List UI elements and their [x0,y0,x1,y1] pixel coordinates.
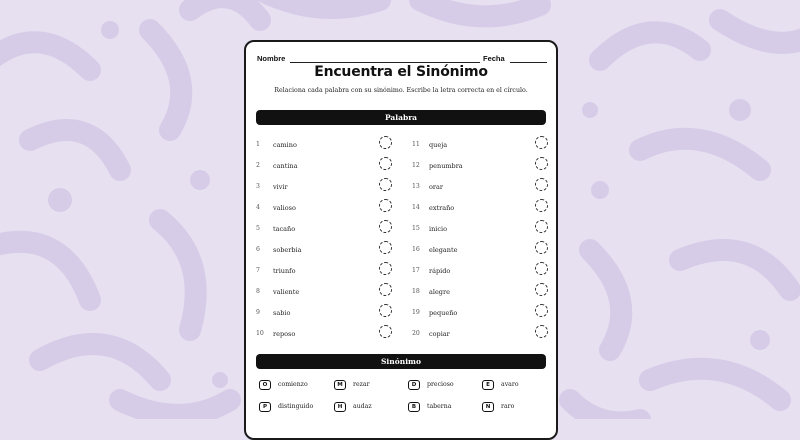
name-label: Nombre [257,54,286,63]
word-number: 14 [412,204,420,211]
answer-circle[interactable] [535,157,548,170]
word-text: reposo [273,330,296,338]
word-number: 2 [256,162,260,169]
synonym-letter-badge: B [408,402,420,412]
word-row [256,325,392,346]
synonym-letter-badge: E [482,380,494,390]
words-column-left [256,136,392,346]
word-number: 7 [256,267,260,274]
word-number: 3 [256,183,260,190]
word-row [256,262,392,283]
word-number: 1 [256,141,260,148]
word-number: 19 [412,309,420,316]
answer-circle[interactable] [379,241,392,254]
word-text: penumbra [429,162,463,170]
words-column-right [412,136,548,346]
answer-circle[interactable] [535,241,548,254]
word-row [412,325,548,346]
word-row [256,136,392,157]
synonym-word: distinguido [278,403,314,410]
word-row [412,262,548,283]
word-row [412,136,548,157]
word-number: 5 [256,225,260,232]
word-text: pequeño [429,309,458,317]
word-row [412,283,548,304]
word-text: tacaño [273,225,296,233]
word-text: orar [429,183,444,191]
worksheet [244,40,558,440]
word-text: rápido [429,267,451,275]
answer-circle[interactable] [535,325,548,338]
synonym-letter-badge: D [408,380,420,390]
answer-circle[interactable] [379,199,392,212]
synonym-word: comienzo [278,381,308,388]
word-row [256,241,392,262]
answer-circle[interactable] [379,178,392,191]
word-number: 8 [256,288,260,295]
word-row [412,178,548,199]
word-number: 10 [256,330,264,337]
word-text: soberbia [273,246,302,254]
word-text: inicio [429,225,447,233]
date-label: Fecha [483,54,505,63]
synonym-word: precioso [427,381,454,388]
answer-circle[interactable] [379,262,392,275]
date-line [510,62,547,63]
word-text: elegante [429,246,458,254]
answer-circle[interactable] [535,199,548,212]
page-title: Encuentra el Sinónimo [314,64,488,80]
word-text: sabio [273,309,291,317]
synonym-letter-badge: H [334,402,346,412]
word-text: copiar [429,330,450,338]
word-row [256,304,392,325]
words-header-bar: Palabra [256,110,546,125]
word-number: 11 [412,141,420,148]
word-number: 9 [256,309,260,316]
word-text: valiente [273,288,300,296]
word-row [256,178,392,199]
word-text: vivir [273,183,288,191]
word-number: 20 [412,330,420,337]
answer-circle[interactable] [379,304,392,317]
answer-circle[interactable] [379,220,392,233]
answer-circle[interactable] [379,157,392,170]
word-number: 12 [412,162,420,169]
instructions: Relaciona cada palabra con su sinónimo. Escribe la letra correcta en el círculo. [274,87,528,94]
synonym-letter-badge: O [259,380,271,390]
synonym-word: taberna [427,403,452,410]
word-number: 17 [412,267,420,274]
synonym-letter-badge: M [334,380,346,390]
synonyms-grid [259,380,549,424]
name-line [290,62,480,63]
synonyms-header-bar: Sinónimo [256,354,546,369]
answer-circle[interactable] [535,220,548,233]
synonym-word: audaz [353,403,372,410]
word-row [412,199,548,220]
answer-circle[interactable] [535,283,548,296]
word-text: queja [429,141,448,149]
synonym-row [259,380,549,402]
word-row [256,157,392,178]
synonym-row [259,402,549,424]
answer-circle[interactable] [379,325,392,338]
synonym-letter-badge: N [482,402,494,412]
synonym-word: raro [501,403,515,410]
answer-circle[interactable] [535,262,548,275]
word-row [412,304,548,325]
word-text: alegre [429,288,450,296]
word-number: 6 [256,246,260,253]
word-text: valioso [273,204,296,212]
synonym-letter-badge: P [259,402,271,412]
word-number: 15 [412,225,420,232]
word-row [412,220,548,241]
answer-circle[interactable] [379,136,392,149]
word-row [412,157,548,178]
synonym-word: rezar [353,381,370,388]
answer-circle[interactable] [535,136,548,149]
word-number: 16 [412,246,420,253]
word-number: 13 [412,183,420,190]
word-number: 4 [256,204,260,211]
answer-circle[interactable] [535,304,548,317]
word-number: 18 [412,288,420,295]
word-text: extraño [429,204,455,212]
word-row [412,241,548,262]
synonym-word: avaro [501,381,519,388]
word-text: cantina [273,162,298,170]
word-row [256,220,392,241]
word-row [256,199,392,220]
answer-circle[interactable] [535,178,548,191]
word-text: camino [273,141,297,149]
answer-circle[interactable] [379,283,392,296]
word-text: triunfo [273,267,296,275]
word-row [256,283,392,304]
